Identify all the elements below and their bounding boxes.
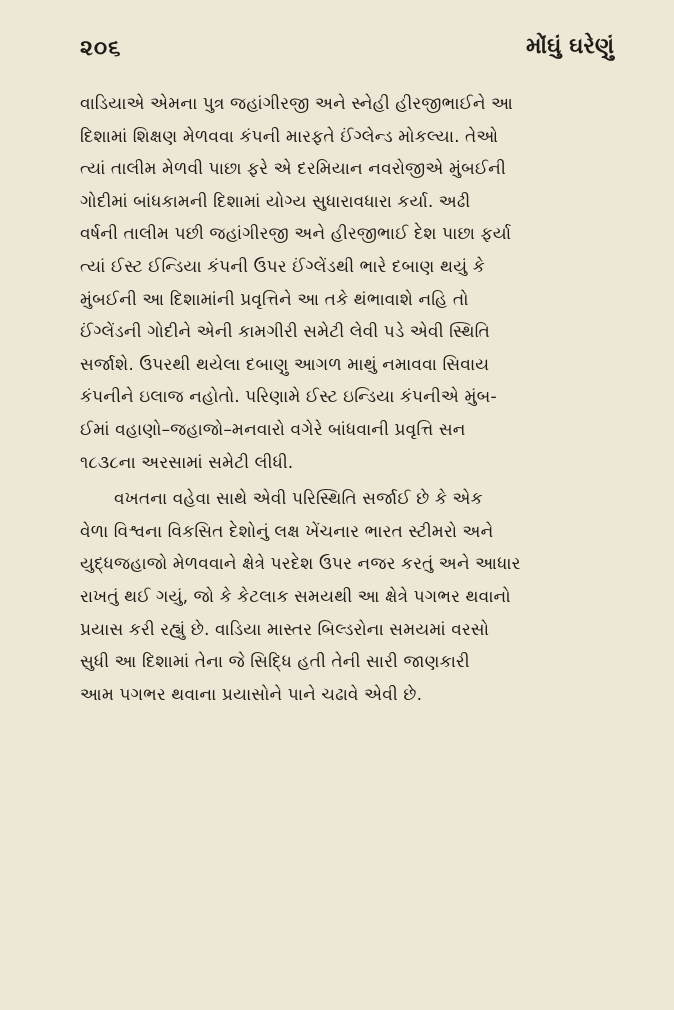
text-line: સુધી આ દિશામાં તેના જે સિદ્ધિ હતી તેની સારી જાણકારી: [80, 652, 470, 673]
body-text: [80, 88, 620, 711]
text-line: રાખતું થઈ ગયું, જો કે કેટલાક સમયથી આ ક્ષેત્રે પગભર થવાનો: [80, 586, 511, 607]
text-line: ત્યાં ઈસ્ટ ઈન્ડિયા કંપની ઉપર ઈંગ્લેંડથી ભારે દબાણ થયું કે: [80, 256, 485, 277]
paragraph-1: [80, 88, 620, 479]
text-line: વાડિયાએ એમના પુત્ર જહાંગીરજી અને સ્નેહી હીરજીભાઈને આ: [80, 94, 514, 114]
text-line: વર્ષની તાલીમ પછી જહાંગીરજી અને હીરજીભાઈ દેશ પાછા ફર્યા: [80, 224, 512, 245]
text-line: ૧૮૩૮ના અરસામાં સમેટી લીધી.: [80, 452, 294, 473]
text-line: ઈમાં વહાણો–જહાજો–મનવારો વગેરે બાંધવાની પ્રવૃત્તિ સન: [80, 419, 466, 440]
running-title: મોંઘું ઘરેણું: [526, 34, 614, 59]
text-line: સર્જાશે. ઉપરથી થયેલા દબાણુ આગળ માથું નમાવવા સિવાય: [80, 354, 490, 375]
text-line: યુદ્ધજહાજો મેળવવાને ક્ષેત્રે પરદેશ ઉપર નજર કરતું અને આધાર: [80, 554, 521, 575]
paragraph-2: [80, 483, 620, 711]
text-line: ગોદીમાં બાંધકામની દિશામાં યોગ્ય સુધારાવધારા કર્યા. અઢી: [80, 191, 471, 212]
page-number: ૨૦૬: [80, 36, 122, 61]
page-header: [80, 30, 614, 78]
text-line: વખતના વહેવા સાથે એવી પરિસ્થિતિ સર્જાઈ છે કે એક: [114, 489, 483, 510]
text-line: ત્યાં તાલીમ મેળવી પાછા ફરે એ દરમિયાન નવરોજીએ મુંબઈની: [80, 159, 506, 180]
text-line: આમ પગભર થવાના પ્રયાસોને પાને ચઢાવે એવી છે.: [80, 684, 423, 705]
text-line: વેળા વિશ્વના વિકસિત દેશોનું લક્ષ ખેંચનાર ભારત સ્ટીમરો અને: [80, 521, 494, 542]
text-line: મુંબઈની આ દિશામાંની પ્રવૃત્તિને આ તકે થંભાવાશે નહિ તો: [80, 289, 469, 310]
text-line: પ્રયાસ કરી રહ્યું છે. વાડિયા માસ્તર બિલ્ડરોના સમયમાં વરસો: [80, 619, 490, 640]
text-line: ઈંગ્લેંડની ગોદીને એની કામગીરી સમેટી લેવી પડે એવી સ્થિતિ: [80, 322, 490, 343]
text-line: કંપનીને ઇલાજ નહોતો. પરિણામે ઈસ્ટ ઇન્ડિયા કંપનીએ મુંબ-: [80, 387, 497, 408]
text-line: દિશામાં શિક્ષણ મેળવવા કંપની મારફતે ઈંગ્લેન્ડ મોકલ્યા. તેઓ: [80, 126, 499, 147]
